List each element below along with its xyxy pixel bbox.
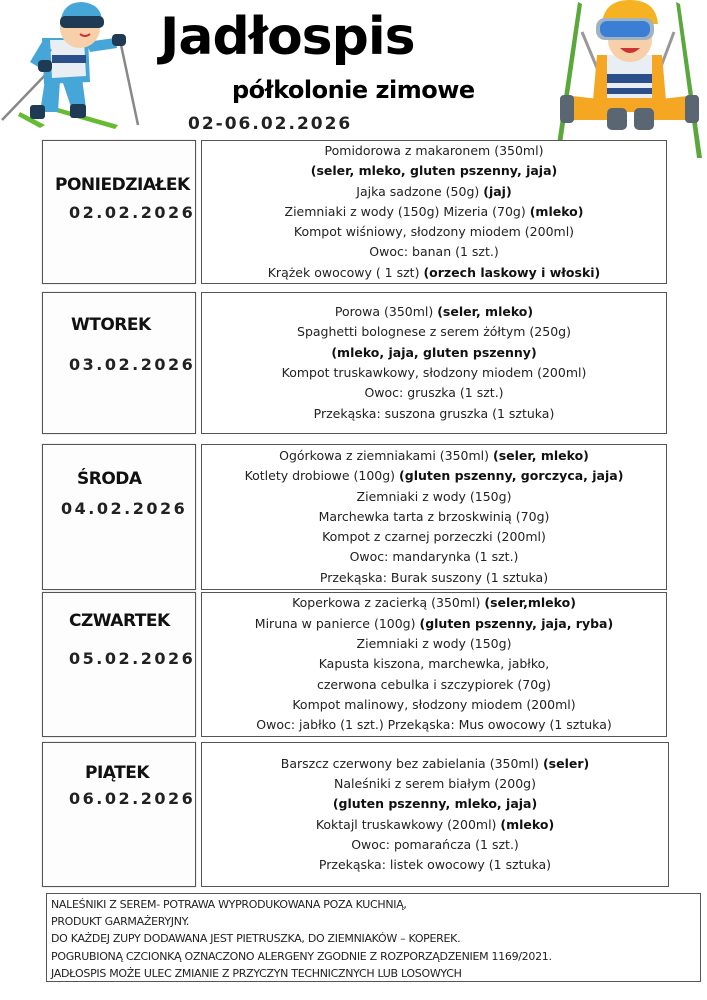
menu-box-thursday xyxy=(201,592,667,737)
footer-note: JADŁOSPIS MOŻE ULEC ZMIANIE Z PRZYCZYN TECHNICZNYCH LUB LOSOWYCH xyxy=(51,966,462,980)
menu-line: Kotlety drobiowe (100g) (gluten pszenny, gorczyca, jaja) xyxy=(244,468,624,484)
day-date: 05.02.2026 xyxy=(69,649,196,668)
menu-line: (seler, mleko, gluten pszenny, jaja) xyxy=(310,163,558,179)
menu-line: Przekąska: Burak suszony (1 sztuka) xyxy=(319,569,549,585)
menu-line: Owoc: jabłko (1 szt.) Przekąska: Mus owocowy (1 sztuka) xyxy=(256,717,612,733)
menu-line: Ogórkowa z ziemniakami (350ml) (seler, mleko) xyxy=(279,447,589,463)
menu-box-tuesday xyxy=(201,292,667,434)
date-range: 02-06.02.2026 xyxy=(188,114,353,134)
day-name: WTOREK xyxy=(71,315,151,335)
skier-boy-icon xyxy=(0,0,145,135)
footer-note: NALEŚNIKI Z SEREM- POTRAWA WYPRODUKOWANA POZA KUCHNIĄ, xyxy=(51,898,407,911)
menu-line: Przekąska: suszona gruszka (1 sztuka) xyxy=(313,405,555,421)
day-date: 04.02.2026 xyxy=(61,499,188,518)
menu-line: Barszcz czerwony bez zabielania (350ml) (seler) xyxy=(280,755,590,771)
page-subtitle: półkolonie zimowe xyxy=(232,76,475,104)
menu-line: (gluten pszenny, mleko, jaja) xyxy=(332,796,538,812)
menu-line: Kompot truskawkowy, słodzony miodem (200ml) xyxy=(281,365,587,380)
day-date: 06.02.2026 xyxy=(69,789,196,808)
menu-line: Ziemniaki z wody (150g) Mizeria (70g) (mleko) xyxy=(284,203,584,219)
page-title: Jadłospis xyxy=(160,7,415,67)
menu-line: Marchewka tarta z brzoskwinią (70g) xyxy=(318,508,550,524)
menu-line: Naleśniki z serem białym (200g) xyxy=(334,775,536,791)
menu-line: Przekąska: listek owocowy (1 sztuka) xyxy=(318,857,552,873)
day-label-box-monday xyxy=(42,140,196,284)
menu-line: Porowa (350ml) (seler, mleko) xyxy=(334,304,534,320)
menu-line: Krążek owocowy ( 1 szt) (orzech laskowy i włoski) xyxy=(267,264,601,280)
menu-line: Owoc: banan (1 szt.) xyxy=(369,244,499,260)
footer-note: POGRUBIONĄ CZCIONKĄ OZNACZONO ALERGENY ZGODNIE Z ROZPORZĄDZENIEM 1169/2021. xyxy=(51,949,552,963)
menu-line: Koktajl truskawkowy (200ml) (mleko) xyxy=(315,816,555,832)
menu-box-monday xyxy=(201,140,667,284)
menu-line: Owoc: mandarynka (1 szt.) xyxy=(349,549,519,565)
menu-line: Owoc: pomarańcza (1 szt.) xyxy=(351,836,519,852)
menu-line: Spaghetti bolognese z serem żółtym (250g) xyxy=(297,324,571,340)
day-name: PIĄTEK xyxy=(85,763,150,783)
day-date: 03.02.2026 xyxy=(69,355,196,374)
footer-notes xyxy=(46,893,701,982)
menu-line: Kompot z czarnej porzeczki (200ml) xyxy=(322,529,546,545)
menu-line: Ziemniaki z wody (150g) xyxy=(356,636,512,652)
day-label-box-thursday xyxy=(42,592,196,737)
menu-line: (mleko, jaja, gluten pszenny) xyxy=(331,344,537,360)
menu-line: Koperkowa z zacierką (350ml) (seler,mleko) xyxy=(292,595,576,611)
footer-note: DO KAŻDEJ ZUPY DODAWANA JEST PIETRUSZKA, DO ZIEMNIAKÓW – KOPEREK. xyxy=(51,932,461,946)
day-date: 02.02.2026 xyxy=(69,203,196,222)
menu-line: Kompot malinowy, słodzony miodem (200ml) xyxy=(292,696,576,712)
menu-line: Miruna w panierce (100g) (gluten pszenny, jaja, ryba) xyxy=(254,615,614,631)
menu-box-wednesday xyxy=(201,444,667,590)
menu-line: Jajka sadzone (50g) (jaj) xyxy=(356,183,512,199)
footer-note: PRODUKT GARMAŻERYJNY. xyxy=(51,915,190,929)
day-name: ŚRODA xyxy=(77,469,142,489)
menu-line: Owoc: gruszka (1 szt.) xyxy=(364,385,504,401)
menu-line: czerwona cebulka i szczypiorek (70g) xyxy=(316,676,551,692)
day-name: CZWARTEK xyxy=(69,611,170,631)
day-label-box-wednesday xyxy=(42,444,196,590)
skier-jumping-icon xyxy=(552,0,707,160)
day-label-box-friday xyxy=(42,742,196,887)
menu-line: Kompot wiśniowy, słodzony miodem (200ml) xyxy=(293,224,575,240)
day-label-box-tuesday xyxy=(42,292,196,434)
menu-line: Ziemniaki z wody (150g) xyxy=(356,488,512,504)
menu-line: Pomidorowa z makaronem (350ml) xyxy=(324,142,544,158)
day-name: PONIEDZIAŁEK xyxy=(55,175,190,195)
menu-box-friday xyxy=(201,742,669,887)
menu-line: Kapusta kiszona, marchewka, jabłko, xyxy=(318,656,550,672)
